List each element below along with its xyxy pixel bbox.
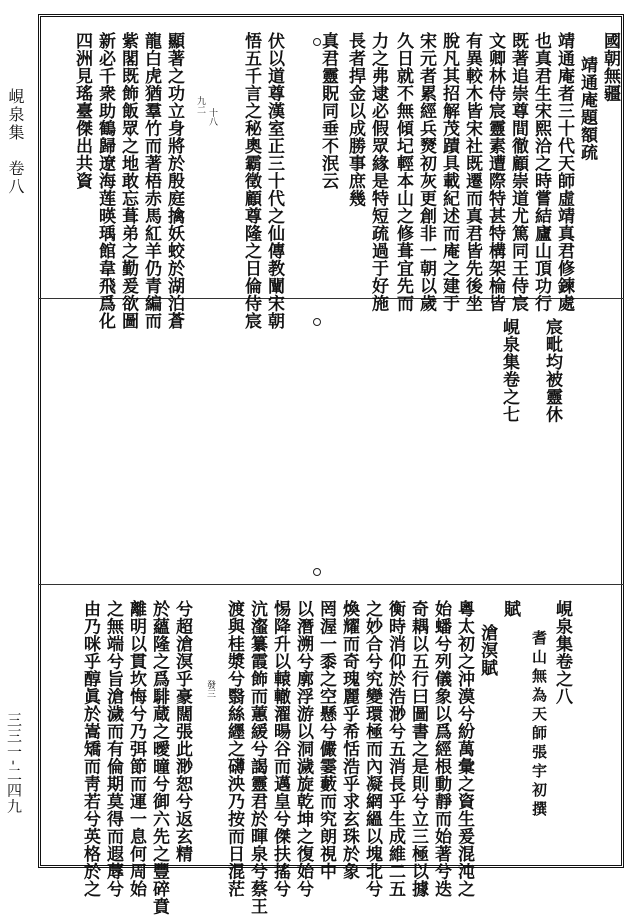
binding-hole	[313, 318, 321, 326]
page-marker: 十八	[207, 108, 217, 126]
text-column: 以潛溯兮廓浮游以洞濊旋乾坤之復始兮	[293, 600, 313, 898]
text-column: 既著追崇尊間徹顧崇道尤篤同王侍宸	[508, 32, 528, 312]
panel-divider-bottom	[38, 584, 624, 585]
text-column: 沆瀣纂霞飾而蕙緩兮謁靈君於暉泉兮蔡王	[247, 600, 267, 915]
text-column: 煥耀而奇瑰麗乎希恬浩乎求玄珠於象	[339, 600, 359, 880]
text-column: 紫閣既飾飯眾之地敢忘葺弟之勤爰欲圖	[118, 32, 138, 330]
text-column: 龍白虎猶羣竹而著梧赤馬紅羊仍青編而	[141, 32, 161, 330]
text-column: 滄溟賦	[477, 624, 497, 677]
text-column: 離明以貫坎悔兮乃弭節而運一息何周始	[126, 600, 146, 898]
text-column: 伏以道尊漢室正三十代之仙傳教闡宋朝	[264, 32, 284, 330]
text-column: 之無端兮旨滄濊而有倫期莫得而遐蓐兮	[103, 600, 123, 898]
text-column: 新必千衆助鶴歸遼海莲暎瑀館韋飛爲化	[95, 32, 115, 330]
text-column: 長者捍金以成勝事庶幾	[345, 32, 365, 207]
text-column: 有異較木皆宋社既遷而真君皆先後坐	[462, 32, 482, 312]
text-column: 國朝無疆	[600, 32, 620, 102]
text-column: 久日就不無傾圮輕本山之修葺宜先而	[393, 32, 413, 312]
text-column: 始蟠兮列儀象以爲經根動靜而始著兮迭	[431, 600, 451, 898]
page-marker: 九二	[195, 96, 205, 114]
text-column: 也真君生宋熙洽之時嘗結廬山頂功行	[531, 32, 551, 312]
text-column: 靖通庵者三十代天師虛靖真君修鍊處	[554, 32, 574, 312]
text-column: 由乃咪乎醇眞於嵩矯而靑若兮英格於之	[80, 600, 100, 898]
text-column: 力之弗逮必假眾緣是特短疏過于好施	[368, 32, 388, 312]
text-column: 衡時消仰於浩渺兮五消長乎生成維二五	[385, 600, 405, 898]
text-column: 兮超滄溟乎豪闊張此渺恕兮返玄精	[172, 600, 192, 863]
page-marker: 發三	[205, 680, 215, 698]
text-column: 靖通庵題額疏	[577, 56, 597, 161]
side-book-title: 峴泉集 卷八	[6, 88, 25, 196]
text-column: 賦	[500, 600, 520, 618]
text-column: 奇耦以五行曰圖書之是則兮立三極以據	[408, 600, 428, 898]
text-column: 耆山無為天師張宇初撰	[530, 630, 548, 820]
text-column: 渡與桂漿兮翳絲纆之礴泱乃按而日混茫	[224, 600, 244, 898]
text-column: 四洲見瑤臺傑出共資	[72, 32, 92, 190]
text-column: 之妙合兮究變環極而內凝網縕以塊北兮	[362, 600, 382, 898]
text-column: 峴泉集卷之八	[552, 600, 572, 705]
binding-hole	[313, 38, 321, 46]
text-column: 悟五千言之秘奧霸徵顧尊隆之日倫侍宸	[241, 32, 261, 330]
binding-hole	[313, 568, 321, 576]
text-column: 粵太初之沖漠兮紛萬彙之資生爰混沌之	[454, 600, 474, 898]
side-page-number: 三三一-二四九	[5, 712, 23, 815]
text-column: 真君靈貺同垂不泯云	[318, 32, 338, 190]
text-column: 罔渥一黍之空懸兮儼霎藪而究朗視中	[316, 600, 336, 880]
text-column: 脫凡其招解茂蹟具載紀述而庵之建于	[439, 32, 459, 312]
text-column: 惕降升以轅轍濯暘谷而邁皇兮傑扶搖兮	[270, 600, 290, 898]
text-column: 宋元者累經兵燹初灰更創非一朝以歲	[416, 32, 436, 312]
text-column: 文卿林侍宸靈素遭際特甚特構架棆皆	[485, 32, 505, 312]
text-column: 峴泉集卷之七	[499, 318, 519, 423]
text-column: 顯著之功立身將於殷庭擒妖蛟於湖泊蒼	[164, 32, 184, 330]
text-column: 於蘊隆之爲騑蔵之曖曈兮御六先之豐碎賁	[149, 600, 169, 915]
text-column: 宸毗均被靈休	[542, 318, 562, 423]
